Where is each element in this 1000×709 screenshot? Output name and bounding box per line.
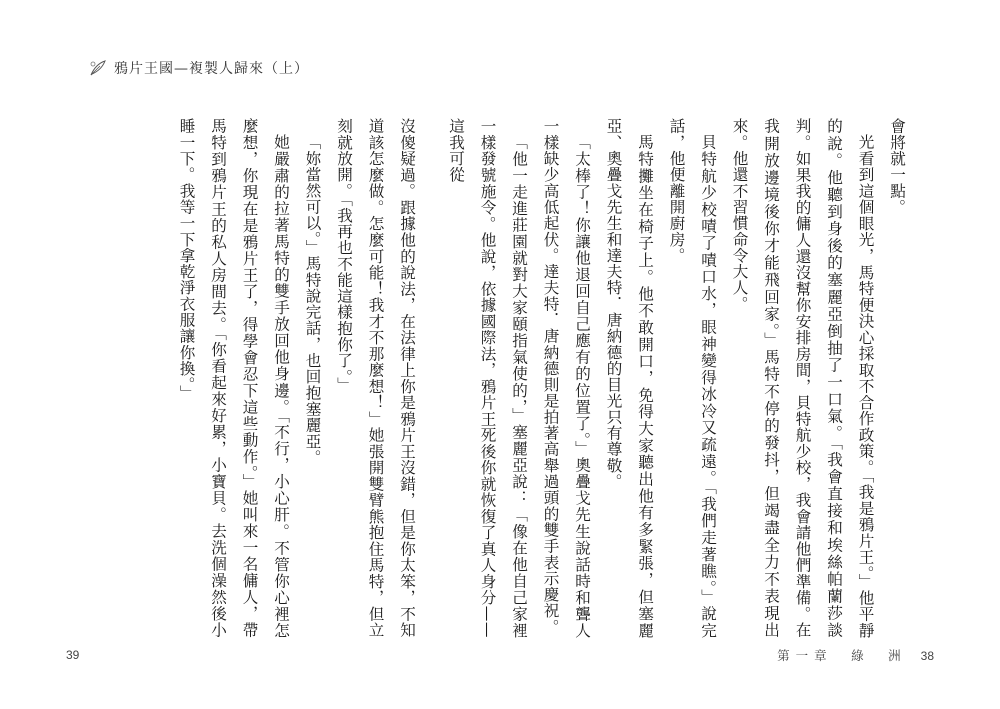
right-paragraph-3: 貝特航少校嘖了嘖口水，眼神變得冰冷又疏遠。「我們走著瞧。」說完話，他便離開廚房。 [667, 118, 717, 638]
right-paragraph-2: 光看到這個眼光，馬特便決心採取不合作政策。「我是鴉片王。」他平靜的說。他聽到身後的塞麗亞倒抽了一口氣。「我會直接和埃絲帕蘭莎談判。如果我的傭人還沒幫你安排房間，貝特航少校，我會請他們準備。在我開放邊境後你才能飛回家。」馬特不停的發抖，但竭盡全力不表現出來。他還不習慣命令大人。 [730, 118, 875, 638]
feather-ornament-icon [88, 58, 108, 78]
running-head [88, 58, 309, 78]
right-paragraph-6: 「他一走進莊園就對大家頤指氣使的，」塞麗亞說：「像在他自己家裡一樣發號施令。他說，依據國際法，鴉片王死後你就恢復了真人身分——這我可從 [447, 118, 528, 638]
right-paragraph-4: 馬特攤坐在椅子上。他不敢開口，免得大家聽出他有多緊張，但塞麗亞、奧疊戈先生和達夫特．唐納德的目光只有尊敬。 [604, 118, 654, 638]
left-paragraph-1: 沒傻疑過。跟據他的說法，在法律上你是鴉片王沒錯，但是你太笨，不知道該怎麼做。怎麼可能！我才不那麼想！」她張開雙臂熊抱住馬特，但立刻就放開。「我再也不能這樣抱你了。」 [335, 118, 416, 638]
chapter-title: 第一章 綠 洲 [777, 648, 907, 663]
left-paragraph-2: 「妳當然可以。」馬特說完話，也回抱塞麗亞。 [303, 133, 322, 465]
running-title: 鴉片王國—複製人歸來（上） [114, 61, 309, 77]
right-paragraph-5: 「太棒了！你讓他退回自己應有的位置了。」奧疊戈先生說話時和聾人一樣缺少高低起伏。達夫特．唐納德則是拍著高舉過頭的雙手表示慶祝。 [541, 118, 591, 638]
right-page-body [447, 118, 912, 638]
left-paragraph-3: 她嚴肅的拉著馬特的雙手放回他身邊。「不行，小心肝。不管你心裡怎麼想，你現在是鴉片王了，得學會忍下這些動作。」她叫來一名傭人，帶馬特到鴉片王的私人房間去。「你看起來好累，小寶貝。去洗個澡然後小睡一下。我等一下拿乾淨衣服讓你換。」 [177, 118, 290, 638]
right-page-folio [777, 646, 934, 664]
left-page-number: 39 [66, 648, 80, 662]
right-paragraph-1: 會將就一點。 [888, 118, 906, 215]
left-page-body [82, 118, 422, 638]
right-page-number: 38 [920, 649, 934, 663]
